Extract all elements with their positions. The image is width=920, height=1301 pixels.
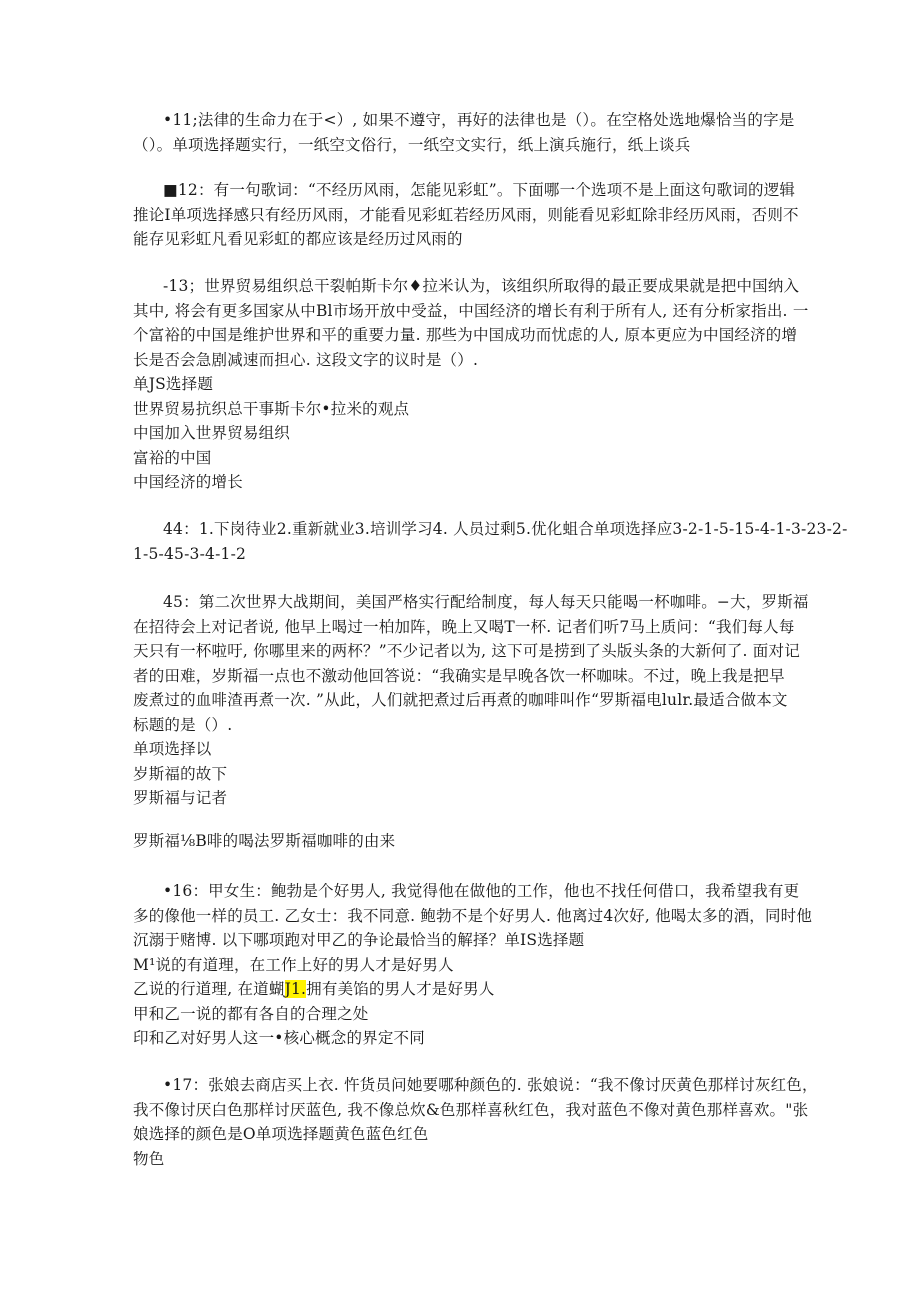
q16-line-3: 沉溺于赌博. 以下哪项跑对甲乙的争论最恰当的解择？单IS选择题 <box>133 931 585 949</box>
question-13 <box>133 274 809 495</box>
q12-line-1: ■12：有一句歌词：“不经历风雨，怎能见彩虹”。下面哪一个选项不是上面这句歌词的逻辑 <box>163 181 796 199</box>
question-45 <box>133 590 809 811</box>
q45-type: 单项选择以 <box>133 740 212 758</box>
q16-option-a: M¹说的有道理，在工作上好的男人才是好男人 <box>133 955 454 974</box>
q12-line-3: 能存见彩虹凡看见彩虹的都应该是经历过风雨的 <box>133 230 463 248</box>
q13-option-a: 世界贸易抗织总干事斯卡尔•拉米的观点 <box>133 399 410 418</box>
q16-option-b-after: 拥有美馅的男人才是好男人 <box>306 980 495 998</box>
q16-option-b <box>133 977 795 1002</box>
q13-line-4: 长是否会急剧减速而担心. 这段文字的议时是（）. <box>133 350 479 369</box>
question-12 <box>133 178 799 252</box>
question-45-options-tail <box>133 829 795 854</box>
q16-line-2: 多的像他一样的员工. 乙女士：我不同意. 鲍勃不是个好男人. 他离过4次好, 他喝太多的酒，同时他 <box>133 906 813 925</box>
q45-line-2: 在招待会上对记者说, 他早上喝过一柏加阵，晚上又喝T一杯. 记者们听7马上质问：“我们每人每 <box>133 617 795 636</box>
highlight-mark: J1. <box>284 980 307 998</box>
q45-option-cd: 罗斯福⅛B啡的喝法罗斯福咖啡的由来 <box>133 832 396 850</box>
q16-line-1: •16：甲女生：鲍勃是个好男人, 我觉得他在做他的工作，他也不找任何借口，我希望我有更 <box>163 882 800 900</box>
q11-line-1: •11;法律的生命力在于<）, 如果不遵守，再好的法律也是（）。在空格处选地爆恰当的字是 <box>163 111 795 129</box>
q11-line-2: （）。单项选择题实行，一纸空文俗行，一纸空文实行，纸上演兵施行，纸上谈兵 <box>133 135 691 154</box>
q17-option-extra: 物色 <box>133 1149 165 1168</box>
question-11 <box>133 108 795 157</box>
q45-line-3: 天只有一杯啦吁, 你哪里来的两杯？”不少记者以为, 这下可是捞到了头版头条的大新何了. 面对记 <box>133 642 800 660</box>
q13-option-b: 中国加入世界贸易组织 <box>133 424 291 442</box>
q12-line-2: 推论I单项选择感只有经历风雨，才能看见彩虹若经历风雨，则能看见彩虹除非经历风雨，否则不 <box>133 205 799 224</box>
q16-option-d: 印和乙对好男人这一•核心概念的界定不同 <box>133 1029 425 1047</box>
question-16 <box>133 879 813 1051</box>
q17-line-3: 娘选择的颜色是O单项选择题黄色蓝色红色 <box>133 1125 429 1143</box>
q17-line-1: •17：张娘去商店买上衣. 忤货员问她要哪种颜色的. 张娘说：“我不像讨厌黄色那样讨灰红色， <box>163 1076 818 1094</box>
q45-line-5: 废煮过的血啡渣再煮一次. ”从此，人们就把煮过后再煮的咖啡叫作“罗斯福电lulr.最适合做本文 <box>133 691 788 709</box>
question-17 <box>133 1073 818 1171</box>
q13-line-2: 其中, 将会有更多国家从中Bl市场开放中受益，中国经济的增长有利于所有人, 还有分析家指出. 一 <box>133 301 809 320</box>
q45-line-1: 45：第二次世界大战期间，美国严格实行配给制度，每人每天只能喝一杯咖啡。−大，罗斯福 <box>163 593 809 611</box>
q45-line-4: 者的田难，岁斯福一点也不激动他回答说：“我确实是早晚各饮一杯咖味。不过，晚上我是把早 <box>133 666 785 685</box>
q13-option-c: 富裕的中国 <box>133 448 212 467</box>
q13-option-d: 中国经济的增长 <box>133 473 243 491</box>
q16-option-c: 甲和乙一说的都有各自的合理之处 <box>133 1004 369 1023</box>
q13-line-1: -13；世界贸易组织总干裂帕斯卡尔♦拉米认为，该组织所取得的最正要成果就是把中国纳入 <box>163 277 800 295</box>
q13-line-3: 个富裕的中国是维护世界和平的重要力量. 那些为中国成功而忧虑的人, 原本更应为中国经济的增 <box>133 326 798 344</box>
q44-line-2: 1-5-45-3-4-1-2 <box>133 544 247 563</box>
question-44 <box>133 517 848 566</box>
q45-line-6: 标题的是（）. <box>133 715 233 734</box>
q45-option-a: 岁斯福的故下 <box>133 764 228 783</box>
q16-option-b-before: 乙说的行道理, 在道蝴 <box>133 980 285 998</box>
q13-type: 单JS选择题 <box>133 375 214 393</box>
q17-line-2: 我不像讨厌白色那样讨厌蓝色, 我不像总炊&色那样喜秋红色，我对蓝色不像对黄色那样喜欢。"张 <box>133 1100 809 1119</box>
q45-option-b: 罗斯福与记者 <box>133 789 228 807</box>
q44-line-1: 44：1.下岗待业2.重新就业3.培训学习4. 人员过剩5.优化蛆合单项选择应3-2-1-5-15-4-1-3-23-2- <box>163 520 848 538</box>
